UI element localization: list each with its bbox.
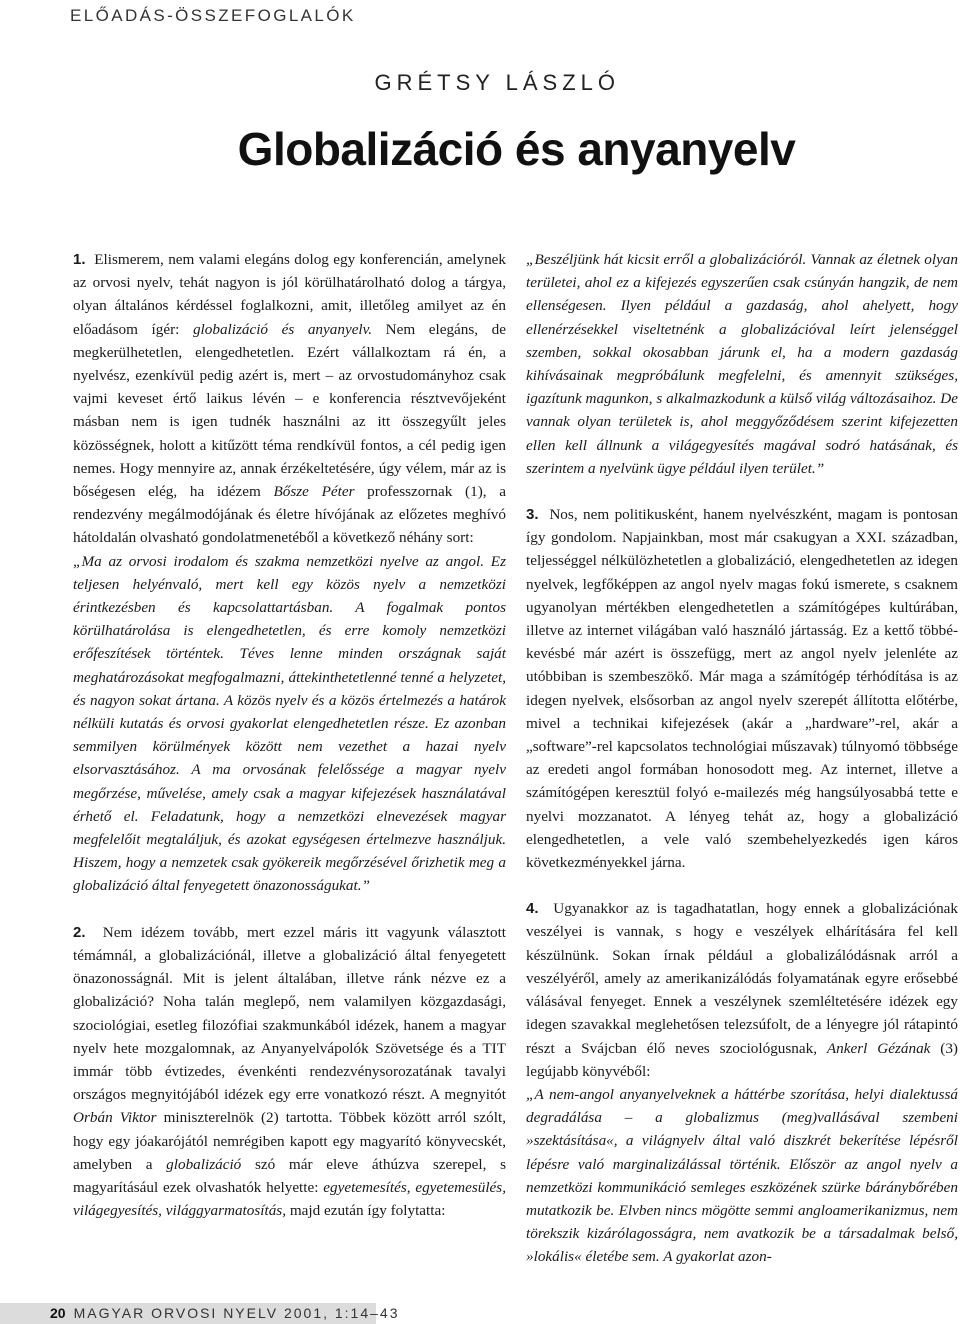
- paragraph-text: Nem elegáns, de megkerülhetetlen, elengedhetetlen. Ezért vállalkoztam rá én, a nyelvész, ezenkívül pedig azért is, mert – az orvostudományhoz csak vajmi keveset értő laikus lévén – e konferencia résztvevőjeként másban nem is igen tudnék használni az itt összegyűlt jeles közösségnek, holott a kitűzött téma rendkívül fontos, a cél pedig igen nemes. Hogy mennyire az, annak érzékeltetésére, úgy vélem, már az is bőségesen elég, ha idézem: [73, 320, 506, 501]
- quote-block: „Ma az orvosi irodalom és szakma nemzetközi nyelve az angol. Ez teljesen helyénvaló, mert kell egy közös nyelv a nemzetközi érintkezésben és kapcsolattartásban. A fogalmak pontos körülhatárolása is elengedhetetlen, és erre komoly nemzetközi erőfeszítések történtek. Téves lenne minden országnak saját meghatározásokat megfogalmazni, áttekinthetetlenné tenné a helyzetet, és nagyon sokat ártana. A közös nyelv és a közös értelmezés a határok nélküli kutatás és orvosi gyakorlat elengedhetetlen része. Ez azonban semmilyen körülmények között nem vezethet a hazai nyelv elsorvasztásához. A ma orvosának felelőssége a magyar nyelv megőrzése, művelése, amely csak a magyar kifejezések használatával érhető el. Feladatunk, hogy a nemzetközi elnevezések magyar megfelelőit megtaláljuk, és azokat egységesen értelmezve használjuk. Hiszem, hogy a nemzetek csak gyökereik megőrzésével őrizhetik meg a globalizáció által fenyegetett önazonosságukat.”: [73, 552, 506, 895]
- quote-block: „Beszéljünk hát kicsit erről a globalizációról. Vannak az életnek olyan területei, ahol ez a kifejezés egyszerűen csak csúnyán hangzik, de nem ellenségesen. Ilyen például a gazdaság, ahol ahelyett, hogy ellenérzésekkel viseltetnénk a globalizációval leírt jelenséggel szemben, sokkal okosabban járunk el, ha a modern gazdaság kihívásainak megpróbálunk megfelelni, és amennyit szükséges, igazítunk magunkon, s alkalmazkodunk a külső világ változásaihoz. De vannak olyan területek is, ahol meggyőződésem szerint kifejezetten ellen kell állnunk a világegyesítés magával sodró hatásának, és szerintem a nyelvünk ügye például ilyen terület.”: [526, 251, 958, 477]
- author-name: GRÉTSY LÁSZLÓ: [374, 70, 620, 95]
- paragraph-text: Nem idézem tovább, mert ezzel máris itt vagyunk választott témámnál, a globalizációnál, illetve a globalizáció által fenyegetett önazonosságnál. Mit is jelent általában, illetve ránk nézve ez a globalizáció? Noha talán meglepő, nem valamilyen közgazdasági, szociológiai, esetleg filozófiai szakmunkából idézek, hanem a magyar nyelv hete mozgalomnak, az Anyanyelvápolók Szövetsége és a TIT immár több évtizedes, évenkénti rendezvénysorozatának tavalyi országos megnyitójából idézek egy erre vonatkozó részt. A megnyitót: [73, 923, 507, 1104]
- paragraph-text: Elismerem, nem valami elegáns dolog egy konferencián, amelynek az orvosi nyelv, tehát nagyon is jól körülhatárolható dolog a tárgya, olyan általános kérdéssel foglalkozni, amit, illetőleg amilyet az én előadásom ígér:: [73, 251, 507, 338]
- paragraph-number: 1.: [73, 251, 86, 268]
- paragraph-number: 3.: [526, 506, 539, 524]
- paragraph-1: [73, 248, 506, 550]
- paragraph-2: [73, 921, 506, 1223]
- paragraph-text: (3) legújabb könyvéből:: [526, 1039, 958, 1080]
- article-title: Globalizáció és anyanyelv: [237, 123, 796, 175]
- paragraph-text: miniszterelnök (2) tartotta. Többek között arról szólt, hogy egy jóakarójától nemrégiben kapott egy magyarító könyvecskét, amelyben a: [73, 1109, 506, 1173]
- paragraph-text: szó már eleve áthúzva szerepel, s magyarításául ezek olvashatók helyette:: [73, 1155, 506, 1196]
- paragraph-number: 2.: [73, 923, 86, 941]
- paragraph-3: [526, 503, 958, 874]
- right-column: [526, 248, 958, 1269]
- person-name: Bősze Péter: [273, 483, 355, 501]
- person-name: Orbán Viktor: [73, 1109, 157, 1127]
- emphasis-text: egyetemesítés, egyetemesülés, világegyesítés, világgyarmatosítás,: [73, 1178, 506, 1220]
- page-number: 20: [50, 1305, 66, 1321]
- emphasis-text: globalizáció: [166, 1155, 242, 1173]
- paragraph-4: [526, 897, 958, 1083]
- paragraph-text: Nos, nem politikusként, hanem nyelvészként, magam is pontosan így gondolom. Napjainkban, most már csakugyan a XXI. században, teljességgel nélkülözhetetlen a globalizáció, elengedhetetlen az idegen nyelvek, legfőképpen az angol nyelv magas fokú ismerete, s csaknem ugyanolyan mértékben elengedhetetlen a számítógépes kultúrában, illetve az internet világában való használó jártasság. Ez a kettő többé-kevésbé már azért is összefügg, mert az angol nyelv jelenléte az utóbbiban is szembeszökő. Már maga a számítógép térhódítása is az idegen nyelvek, elsősorban az angol nyelv szerepét állította előtérbe, mivel a technikai kifejezések (akár a „hardware”-rel, akár a „software”-rel kapcsolatos technológiai műszavak) túlnyomó többsége az eredeti angol formában honosodott meg. Az internet, illetve a számítógépen keresztül folyó e-mailezés még hangsúlyosabbá tette e nyelvi mozzanatot. A lényeg tehát az, hogy a globalizáció elengedhetetlen, a vele való szembehelyezkedés igen káros következményekkel járna.: [526, 506, 958, 872]
- quote-block: „A nem-angol anyanyelveknek a háttérbe szorítása, helyi dialektussá degradálása – a globalizmus (meg)vallásával szembeni »szektásítása«, a világnyelv által való diszkrét bekerítése lépésről lépésre való marginalizálással történik. Először az angol nyelv a nemzetközi kommunikáció semleges eszközének szürke báránybőrében mutatkozik be. Elvben nincs mögötte semmi angloamerikanizmus, nem törekszik kizárólagosságra, nem avatkozik be a társadalmak belső, »lokális« életébe sem. A gyakorlat azon-: [526, 1085, 958, 1266]
- paragraph-number: 4.: [526, 900, 539, 918]
- left-column: [73, 248, 506, 1222]
- paragraph-text: Ugyanakkor az is tagadhatatlan, hogy ennek a globalizációnak veszélyei is vannak, s hogy e veszélyek elhárítására fel kell készülnünk. Sokan írnak például a globalizálódásnak arról a veszélyéről, amely az amerikanizálódás folyamatának egyre erősebbé válásával fenyeget. Ennek a veszélynek szemléltetésére idézek egy idegen szavakkal meglehetősen telezsúfolt, de a lényegre jól rátapintó részt a Svájcban élő neves szociológusnak,: [526, 900, 958, 1057]
- journal-citation: MAGYAR ORVOSI NYELV 2001, 1:14–43: [73, 1305, 400, 1321]
- paragraph-text: professzornak (1), a rendezvény megálmodójának és életre hívójának az előzetes meghívó hátoldalán olvasható gondolatmenetéből a következő néhány sort:: [73, 483, 506, 547]
- section-label: ELŐADÁS-ÖSSZEFOGLALÓK: [70, 6, 356, 25]
- person-name: Ankerl Gézának: [826, 1039, 931, 1057]
- paragraph-text: majd ezután így folytatta:: [286, 1202, 446, 1220]
- emphasis-text: globalizáció és anyanyelv.: [192, 320, 373, 338]
- footer: [50, 1305, 400, 1321]
